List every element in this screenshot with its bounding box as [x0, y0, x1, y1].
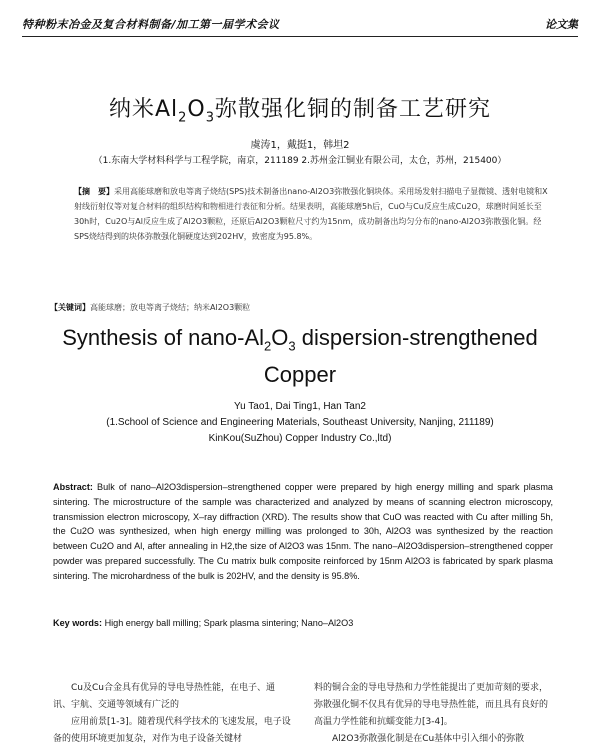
chinese-authors: 虞涛1，戴挺1，韩坦2 — [250, 140, 350, 151]
header-section: 论文集 — [545, 18, 578, 31]
english-authors: Yu Tao1, Dai Ting1, Han Tan2 — [234, 401, 366, 412]
chinese-keywords — [50, 302, 550, 313]
english-keywords — [53, 618, 553, 628]
english-abstract-text: Bulk of nano–Al2O3dispersion–strengthened copper were prepared by high energy milling and spark plasma sintering. The microstructure of the sample was characterized and analyzed by means of scanning electron microscopy, transmission electron microscopy, X–ray diffraction (XRD). The results show that CuO was reacted with Cu after milling 5h, the Cu2O was synthesized, when high energy milling was prolonged to 30h, Al2O3 was synthesized by the reaction between Cu2O and Al, after annealing in H2,the size of Al2O3 was 15nm. The nano–Al2O3dispersion–strengthened copper powder was prepared successfully. The Cu matrix bulk composite reinforced by 15nm Al2O3 is fabricated by spark plasma sintering. The microhardness of the bulk is 202HV, and the density is 95.8%. — [53, 482, 553, 581]
header-conference: 特种粉末冶金及复合材料制备/加工第一届学术会议 — [22, 18, 280, 31]
chinese-abstract — [74, 184, 554, 244]
english-keywords-text: High energy ball milling; Spark plasma sintering; Nano–Al2O3 — [104, 618, 354, 628]
english-affiliation-1: (1.School of Science and Engineering Materials, Southeast University, Nanjing, 211189) — [106, 417, 494, 428]
chinese-abstract-label: 【摘 要】 — [74, 187, 114, 196]
body-paragraph: 料的铜合金的导电导热和力学性能提出了更加苛刻的要求，弥散强化铜不仅具有优异的导电导热性能，而且具有良好的高温力学性能和抗蠕变能力[3-4]。 — [314, 683, 549, 727]
body-paragraph: Cu及Cu合金具有优异的导电导热性能，在电子、通讯、宇航、交通等领域有广泛的 — [53, 683, 275, 710]
chinese-abstract-text: 采用高能球磨和放电等离子烧结(SPS)技术制备出nano-Al2O3弥散强化铜块体。采用场发射扫描电子显微镜、透射电镜和X射线衍射仪等对复合材料的组织结构和物相进行表征和分析。结果表明，高能球磨5h后，CuO与Cu反应生成Cu2O，球磨时间延长至30h时，Cu2O与Al反应生成了Al2O3颗粒，还原后Al2O3颗粒尺寸约为15nm，成功制备出均匀分布的nano-Al2O3弥散强化铜。经SPS烧结得到的块体弥散强化铜硬度达到202HV，致密度为95.8%。 — [74, 187, 548, 241]
english-abstract-label: Abstract: — [53, 482, 93, 492]
body-paragraph: 应用前景[1-3]。随着现代科学技术的飞速发展，电子设备的使用环境更加复杂，对作为电子设备关键材 — [53, 717, 291, 744]
chinese-affiliation: （1.东南大学材料科学与工程学院，南京，211189 2.苏州金江铜业有限公司，太仓，苏州，215400） — [93, 156, 507, 166]
body-column-right — [314, 680, 554, 748]
chinese-keywords-label: 【关键词】 — [50, 303, 90, 312]
body-paragraph: Al2O3弥散强化制是在Cu基体中引入细小的弥散 — [332, 734, 525, 744]
body-column-left — [53, 680, 291, 748]
english-affiliation-2: KinKou(SuZhou) Copper Industry Co.,ltd) — [208, 433, 392, 444]
running-header — [22, 16, 578, 34]
chinese-keywords-text: 高能球磨；放电等离子烧结；纳米Al2O3颗粒 — [90, 303, 251, 312]
english-title-line2: Copper — [263, 362, 337, 388]
english-title: Synthesis of nano-$Al_2O_3$ dispersion-strengthened Copper — [62, 325, 538, 388]
header-rule — [22, 36, 578, 37]
english-keywords-label: Key words: — [53, 618, 103, 628]
english-abstract — [53, 480, 553, 584]
chinese-title: 纳米$Al_2O_3$弥散强化铜的制备工艺研究 — [108, 97, 492, 126]
